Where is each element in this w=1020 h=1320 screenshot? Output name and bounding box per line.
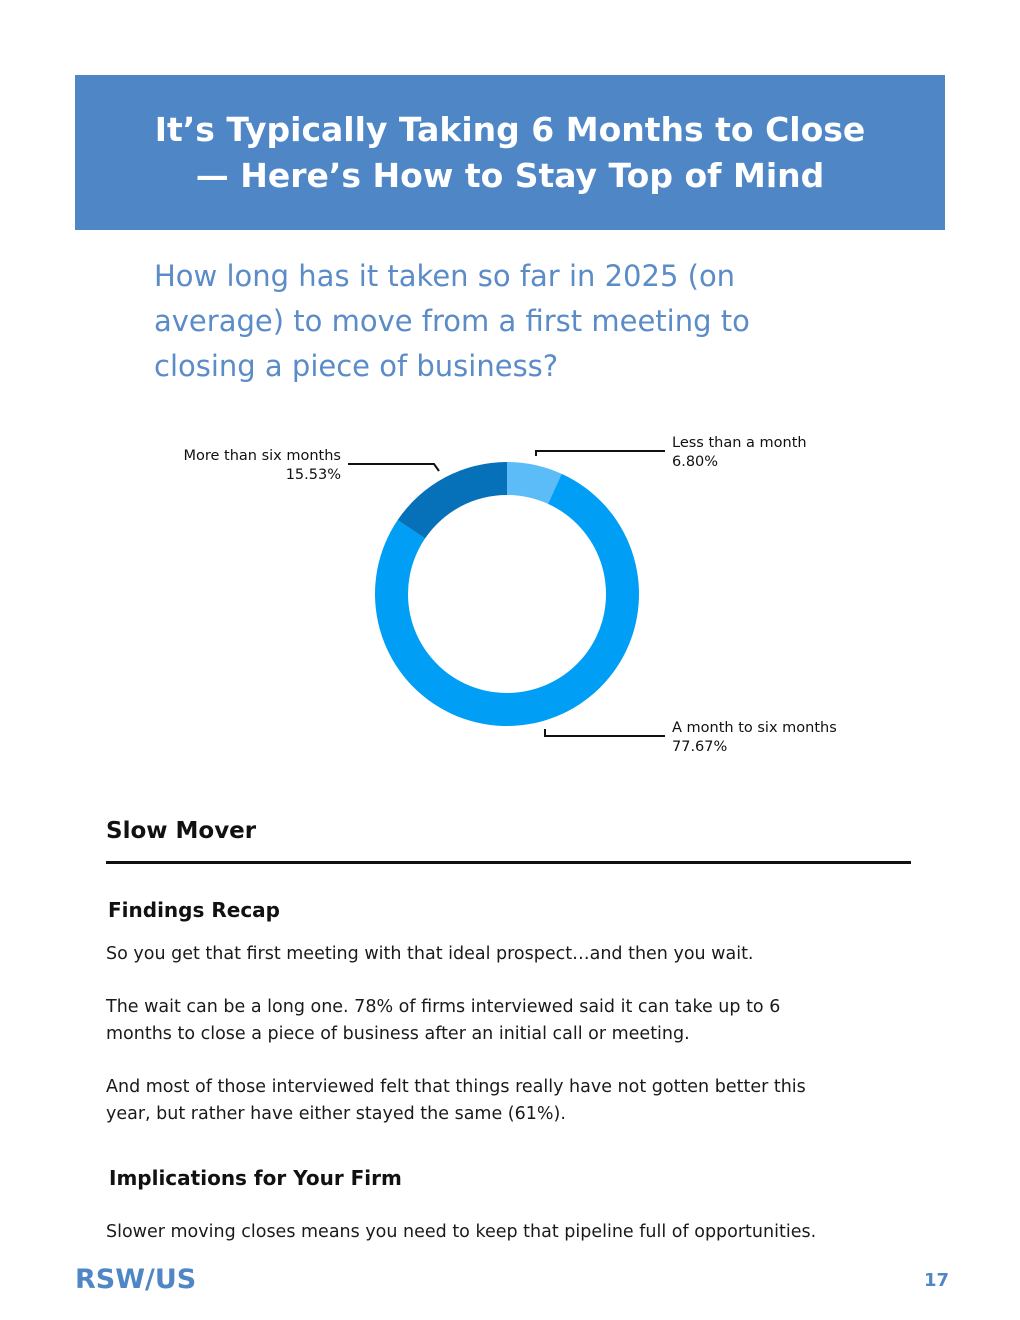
survey-question [154,254,914,389]
page-title-line-1: It’s Typically Taking 6 Months to Close [154,109,866,149]
leader-line-month-to-six-months [545,729,665,736]
findings-paragraph-3 [106,1074,910,1128]
implications-paragraph-1 [106,1219,910,1246]
section-divider [106,861,911,864]
survey-question-line-3: closing a piece of business? [154,349,559,383]
rsw-us-logo: RSW/US [75,1264,197,1295]
implications-heading: Implications for Your Firm [109,1166,402,1190]
page-title-line-2: — Here’s How to Stay Top of Mind [195,155,825,195]
donut-chart [150,420,870,790]
findings-paragraph-2-line-2: months to close a piece of business after an initial call or meeting. [106,1024,690,1044]
label-month-to-six-months: A month to six months [672,720,837,736]
value-month-to-six-months: 77.67% [672,739,728,755]
findings-paragraph-1-line: So you get that first meeting with that ideal prospect…and then you wait. [106,944,754,964]
findings-paragraph-3-line-1: And most of those interviewed felt that things really have not gotten better this [106,1077,806,1097]
leader-line-more-than-six-months [348,464,439,471]
leader-line-less-than-a-month [536,451,665,456]
value-more-than-six-months: 15.53% [285,467,341,483]
findings-paragraph-2-line-1: The wait can be a long one. 78% of firms interviewed said it can take up to 6 [106,997,781,1017]
label-less-than-a-month: Less than a month [672,435,807,451]
donut-slices [375,462,639,726]
survey-question-line-2: average) to move from a first meeting to [154,304,750,338]
title-banner [75,75,945,230]
section-title: Slow Mover [106,818,257,844]
donut-slice-more-than-six-months [398,462,507,539]
findings-heading: Findings Recap [108,898,280,922]
implications-paragraph-1-line: Slower moving closes means you need to keep that pipeline full of opportunities. [106,1222,817,1242]
findings-paragraph-1 [106,941,910,968]
findings-paragraph-2 [106,994,910,1048]
survey-question-line-1: How long has it taken so far in 2025 (on [154,259,736,293]
findings-paragraph-3-line-2: year, but rather have either stayed the same (61%). [106,1104,566,1124]
label-more-than-six-months: More than six months [183,448,341,464]
value-less-than-a-month: 6.80% [672,454,719,470]
page-number: 17 [924,1270,950,1291]
